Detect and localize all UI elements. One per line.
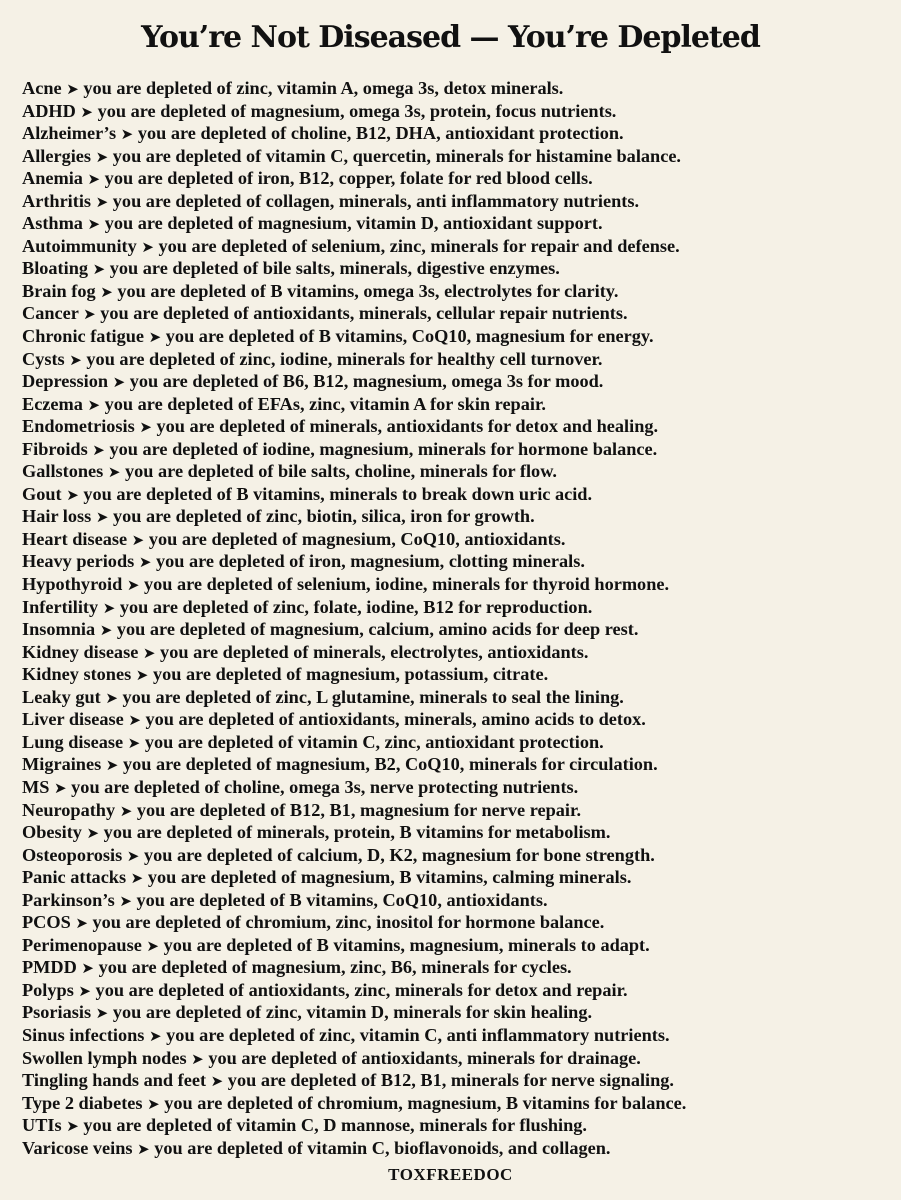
arrow-icon: ➤ <box>99 621 113 640</box>
arrow-icon: ➤ <box>146 936 159 955</box>
condition-name: Anemia <box>22 168 83 189</box>
depleted-nutrients: B12, B1, magnesium for nerve repair. <box>289 799 582 820</box>
depleted-prefix: you are depleted of <box>104 168 254 189</box>
list-item <box>22 325 892 348</box>
list-item <box>22 1024 892 1047</box>
depleted-prefix: you are depleted of <box>122 686 271 707</box>
condition-name: Autoimmunity <box>22 235 137 256</box>
list-item <box>22 483 892 506</box>
arrow-icon: ➤ <box>69 350 82 369</box>
poster-title: You’re Not Diseased — You’re Depleted <box>141 20 760 55</box>
condition-name: Perimenopause <box>22 934 142 955</box>
list-item <box>22 573 892 596</box>
depleted-nutrients: zinc, L glutamine, minerals to seal the lining. <box>275 686 624 707</box>
condition-name: Liver disease <box>22 709 124 730</box>
depleted-nutrients: zinc, vitamin D, minerals for skin healing. <box>265 1002 593 1023</box>
arrow-icon: ➤ <box>66 485 79 504</box>
list-item <box>22 460 892 483</box>
condition-name: Acne <box>22 78 62 98</box>
arrow-icon: ➤ <box>87 395 101 414</box>
condition-name: Osteoporosis <box>22 844 123 865</box>
arrow-icon: ➤ <box>128 711 141 730</box>
condition-name: Gout <box>22 483 62 504</box>
list-item <box>22 708 892 731</box>
depleted-prefix: you are depleted of <box>136 889 285 910</box>
depleted-nutrients: iodine, magnesium, minerals for hormone balance. <box>262 438 658 459</box>
depleted-prefix: you are depleted of <box>122 754 272 775</box>
depleted-prefix: you are depleted of <box>98 957 247 978</box>
depleted-prefix: you are depleted of <box>71 776 220 797</box>
footer-credit: TOXFREEDOC <box>388 1165 513 1184</box>
depleted-prefix: you are depleted of <box>116 619 266 640</box>
list-item <box>22 348 892 371</box>
condition-name: Gallstones <box>22 461 104 482</box>
list-item <box>22 1001 892 1024</box>
depleted-prefix: you are depleted of <box>117 280 266 301</box>
depleted-nutrients: magnesium, omega 3s, protein, focus nutrients. <box>250 100 617 121</box>
arrow-icon: ➤ <box>119 891 132 910</box>
depleted-prefix: you are depleted of <box>109 258 259 279</box>
list-item <box>22 438 892 461</box>
depleted-prefix: you are depleted of <box>147 867 297 888</box>
arrow-icon: ➤ <box>148 328 162 347</box>
arrow-icon: ➤ <box>54 778 67 797</box>
depleted-prefix: you are depleted of <box>166 1024 315 1045</box>
condition-name: Parkinson’s <box>22 889 115 910</box>
depleted-prefix: you are depleted of <box>100 303 249 324</box>
arrow-icon: ➤ <box>130 869 144 888</box>
depleted-prefix: you are depleted of <box>83 78 232 98</box>
arrow-icon: ➤ <box>142 643 156 662</box>
depleted-nutrients: zinc, biotin, silica, iron for growth. <box>266 506 535 527</box>
arrow-icon: ➤ <box>66 1117 79 1136</box>
list-item <box>22 866 892 889</box>
arrow-icon: ➤ <box>126 846 140 865</box>
list-item <box>22 415 892 438</box>
depleted-nutrients: zinc, folate, iodine, B12 for reproduction. <box>272 596 593 617</box>
arrow-icon: ➤ <box>80 102 93 121</box>
depleted-prefix: you are depleted of <box>112 145 262 166</box>
condition-name: Insomnia <box>22 619 96 640</box>
depleted-nutrients: iron, B12, copper, folate for red blood cells. <box>257 168 593 189</box>
list-item <box>22 370 892 393</box>
arrow-icon: ➤ <box>141 237 154 256</box>
list-item <box>22 934 892 957</box>
depleted-prefix: you are depleted of <box>164 1092 313 1113</box>
arrow-icon: ➤ <box>137 1139 150 1158</box>
depleted-prefix: you are depleted of <box>86 348 235 369</box>
depleted-prefix: you are depleted of <box>92 912 241 933</box>
list-item <box>22 550 892 573</box>
list-item <box>22 911 892 934</box>
depleted-nutrients: iron, magnesium, clotting minerals. <box>308 551 585 572</box>
depleted-prefix: you are depleted of <box>152 664 302 685</box>
depleted-prefix: you are depleted of <box>143 844 293 865</box>
depleted-prefix: you are depleted of <box>155 551 305 572</box>
arrow-icon: ➤ <box>75 914 88 933</box>
depleted-nutrients: B vitamins, omega 3s, electrolytes for clarity. <box>270 280 619 301</box>
depleted-nutrients: minerals, protein, B vitamins for metabolism. <box>256 822 611 843</box>
arrow-icon: ➤ <box>105 688 118 707</box>
arrow-icon: ➤ <box>107 463 121 482</box>
depleted-nutrients: bile salts, choline, minerals for flow. <box>278 461 557 482</box>
condition-name: Endometriosis <box>22 416 135 437</box>
depleted-prefix: you are depleted of <box>227 1070 377 1091</box>
arrow-icon: ➤ <box>147 1094 160 1113</box>
list-item <box>22 956 892 979</box>
depleted-prefix: you are depleted of <box>112 506 262 527</box>
depleted-nutrients: choline, B12, DHA, antioxidant protection. <box>290 123 624 144</box>
condition-name: Alzheimer’s <box>22 123 117 144</box>
depleted-nutrients: vitamin C, zinc, antioxidant protection. <box>297 731 604 752</box>
depleted-nutrients: magnesium, B2, CoQ10, minerals for circulation. <box>275 754 658 775</box>
condition-name: Obesity <box>22 822 82 843</box>
arrow-icon: ➤ <box>138 553 152 572</box>
list-item <box>22 844 892 867</box>
depleted-nutrients: calcium, D, K2, magnesium for bone strength. <box>296 844 655 865</box>
depleted-prefix: you are depleted of <box>156 416 305 437</box>
condition-list <box>22 77 892 1159</box>
list-item <box>22 235 892 258</box>
list-item <box>22 280 892 303</box>
list-item <box>22 1069 892 1092</box>
arrow-icon: ➤ <box>81 959 94 978</box>
depleted-nutrients: vitamin C, quercetin, minerals for histamine balance. <box>265 145 681 166</box>
list-item <box>22 1047 892 1070</box>
list-item <box>22 145 892 168</box>
depleted-prefix: you are depleted of <box>112 190 262 211</box>
list-item <box>22 393 892 416</box>
list-item <box>22 821 892 844</box>
depleted-prefix: you are depleted of <box>125 461 274 482</box>
depleted-prefix: you are depleted of <box>148 528 298 549</box>
arrow-icon: ➤ <box>112 373 126 392</box>
condition-name: Swollen lymph nodes <box>22 1047 187 1068</box>
list-item <box>22 753 892 776</box>
arrow-icon: ➤ <box>135 666 149 685</box>
condition-name: Cancer <box>22 303 79 324</box>
depleted-nutrients: B vitamins, CoQ10, antioxidants. <box>289 889 548 910</box>
arrow-icon: ➤ <box>92 260 106 279</box>
condition-name: Varicose veins <box>22 1137 133 1158</box>
list-item <box>22 302 892 325</box>
condition-name: Heavy periods <box>22 551 135 572</box>
condition-name: Kidney disease <box>22 641 139 662</box>
arrow-icon: ➤ <box>66 80 79 98</box>
depleted-nutrients: zinc, vitamin C, anti inflammatory nutrients. <box>319 1024 670 1045</box>
arrow-icon: ➤ <box>210 1072 224 1091</box>
depleted-prefix: you are depleted of <box>103 822 253 843</box>
depleted-nutrients: bile salts, minerals, digestive enzymes. <box>262 258 560 279</box>
depleted-prefix: you are depleted of <box>144 731 294 752</box>
list-item <box>22 776 892 799</box>
condition-name: Type 2 diabetes <box>22 1092 143 1113</box>
depleted-nutrients: collagen, minerals, anti inflammatory nutrients. <box>265 190 640 211</box>
arrow-icon: ➤ <box>120 125 134 144</box>
depleted-prefix: you are depleted of <box>119 596 269 617</box>
depleted-prefix: you are depleted of <box>160 641 309 662</box>
depleted-nutrients: vitamin C, bioflavonoids, and collagen. <box>307 1137 611 1158</box>
condition-name: Psoriasis <box>22 1002 92 1023</box>
list-item <box>22 618 892 641</box>
condition-name: MS <box>22 776 50 797</box>
depleted-prefix: you are depleted of <box>97 100 246 121</box>
depleted-prefix: you are depleted of <box>158 235 307 256</box>
condition-name: Bloating <box>22 258 89 279</box>
list-item <box>22 663 892 686</box>
depleted-nutrients: magnesium, calcium, amino acids for deep rest. <box>269 619 639 640</box>
condition-name: Depression <box>22 371 108 392</box>
depleted-nutrients: magnesium, vitamin D, antioxidant support. <box>257 213 603 234</box>
list-item <box>22 257 892 280</box>
condition-name: Leaky gut <box>22 686 101 707</box>
list-item <box>22 1114 892 1137</box>
depleted-prefix: you are depleted of <box>143 574 293 595</box>
arrow-icon: ➤ <box>83 305 96 324</box>
depleted-nutrients: antioxidants, minerals, amino acids to detox. <box>298 709 646 730</box>
depleted-prefix: you are depleted of <box>109 438 258 459</box>
list-item <box>22 1137 892 1160</box>
list-item <box>22 212 892 235</box>
arrow-icon: ➤ <box>126 576 140 595</box>
condition-name: Migraines <box>22 754 102 775</box>
depleted-nutrients: chromium, magnesium, B vitamins for balance. <box>317 1092 687 1113</box>
arrow-icon: ➤ <box>191 1049 204 1068</box>
arrow-icon: ➤ <box>139 418 152 437</box>
arrow-icon: ➤ <box>105 756 119 775</box>
arrow-icon: ➤ <box>95 147 109 166</box>
depleted-prefix: you are depleted of <box>208 1047 357 1068</box>
condition-name: Chronic fatigue <box>22 326 145 347</box>
condition-name: UTIs <box>22 1115 62 1136</box>
arrow-icon: ➤ <box>127 733 141 752</box>
arrow-icon: ➤ <box>86 824 100 843</box>
list-item <box>22 979 892 1002</box>
depleted-prefix: you are depleted of <box>112 1002 262 1023</box>
depleted-prefix: you are depleted of <box>136 799 286 820</box>
depleted-prefix: you are depleted of <box>163 934 312 955</box>
condition-name: PMDD <box>22 957 77 978</box>
depleted-nutrients: zinc, vitamin A, omega 3s, detox minerals. <box>236 78 564 98</box>
condition-name: Panic attacks <box>22 867 127 888</box>
condition-name: Neuropathy <box>22 799 116 820</box>
depleted-nutrients: choline, omega 3s, nerve protecting nutrients. <box>224 776 579 797</box>
depleted-prefix: you are depleted of <box>129 371 279 392</box>
depleted-prefix: you are depleted of <box>104 393 254 414</box>
arrow-icon: ➤ <box>87 170 101 189</box>
condition-name: Fibroids <box>22 438 88 459</box>
condition-name: Asthma <box>22 213 83 234</box>
list-item <box>22 799 892 822</box>
depleted-prefix: you are depleted of <box>83 1115 232 1136</box>
depleted-nutrients: vitamin C, D mannose, minerals for flushing. <box>236 1115 587 1136</box>
arrow-icon: ➤ <box>95 192 109 211</box>
depleted-nutrients: B12, B1, minerals for nerve signaling. <box>380 1070 674 1091</box>
list-item <box>22 190 892 213</box>
list-item <box>22 1092 892 1115</box>
condition-name: Tingling hands and feet <box>22 1070 207 1091</box>
depleted-prefix: you are depleted of <box>137 123 287 144</box>
condition-name: Arthritis <box>22 190 92 211</box>
condition-name: Allergies <box>22 145 92 166</box>
condition-name: Hair loss <box>22 506 92 527</box>
depleted-prefix: you are depleted of <box>165 326 315 347</box>
depleted-nutrients: B vitamins, minerals to break down uric acid. <box>236 483 593 504</box>
depleted-prefix: you are depleted of <box>95 979 244 1000</box>
list-item <box>22 686 892 709</box>
depleted-nutrients: B vitamins, CoQ10, magnesium for energy. <box>318 326 654 347</box>
condition-name: Polyps <box>22 979 74 1000</box>
condition-name: ADHD <box>22 100 76 121</box>
depleted-prefix: you are depleted of <box>83 483 232 504</box>
depleted-nutrients: minerals, antioxidants for detox and healing. <box>309 416 659 437</box>
arrow-icon: ➤ <box>78 981 91 1000</box>
condition-name: Cysts <box>22 348 65 369</box>
depleted-nutrients: EFAs, zinc, vitamin A for skin repair. <box>257 393 546 414</box>
depleted-prefix: you are depleted of <box>145 709 294 730</box>
depleted-nutrients: selenium, zinc, minerals for repair and defense. <box>311 235 680 256</box>
arrow-icon: ➤ <box>119 801 133 820</box>
condition-name: Eczema <box>22 393 83 414</box>
condition-name: Infertility <box>22 596 99 617</box>
list-item <box>22 596 892 619</box>
list-item <box>22 100 892 123</box>
condition-name: Kidney stones <box>22 664 132 685</box>
list-item <box>22 505 892 528</box>
depleted-prefix: you are depleted of <box>154 1137 303 1158</box>
list-item <box>22 167 892 190</box>
list-item <box>22 889 892 912</box>
arrow-icon: ➤ <box>92 440 105 459</box>
arrow-icon: ➤ <box>95 508 109 527</box>
arrow-icon: ➤ <box>95 1004 109 1023</box>
arrow-icon: ➤ <box>100 282 113 301</box>
arrow-icon: ➤ <box>87 215 101 234</box>
arrow-icon: ➤ <box>102 598 116 617</box>
depleted-nutrients: magnesium, zinc, B6, minerals for cycles. <box>251 957 572 978</box>
condition-name: Sinus infections <box>22 1024 145 1045</box>
depleted-nutrients: selenium, iodine, minerals for thyroid hormone. <box>296 574 670 595</box>
depleted-nutrients: antioxidants, minerals, cellular repair nutrients. <box>253 303 628 324</box>
depleted-nutrients: magnesium, CoQ10, antioxidants. <box>301 528 566 549</box>
condition-name: Hypothyroid <box>22 574 123 595</box>
depleted-nutrients: chromium, zinc, inositol for hormone balance. <box>245 912 605 933</box>
depleted-nutrients: antioxidants, zinc, minerals for detox and repair. <box>248 979 628 1000</box>
depleted-nutrients: magnesium, B vitamins, calming minerals. <box>300 867 632 888</box>
depleted-nutrients: minerals, electrolytes, antioxidants. <box>313 641 589 662</box>
depleted-prefix: you are depleted of <box>104 213 254 234</box>
list-item <box>22 122 892 145</box>
list-item <box>22 77 892 100</box>
list-item <box>22 528 892 551</box>
list-item <box>22 641 892 664</box>
condition-name: Lung disease <box>22 731 124 752</box>
depleted-nutrients: antioxidants, minerals for drainage. <box>361 1047 641 1068</box>
arrow-icon: ➤ <box>149 1026 162 1045</box>
depleted-nutrients: B vitamins, magnesium, minerals to adapt. <box>316 934 650 955</box>
depleted-nutrients: magnesium, potassium, citrate. <box>305 664 549 685</box>
arrow-icon: ➤ <box>131 530 145 549</box>
list-item <box>22 731 892 754</box>
condition-name: Brain fog <box>22 280 96 301</box>
condition-name: Heart disease <box>22 528 128 549</box>
condition-name: PCOS <box>22 912 71 933</box>
depleted-nutrients: zinc, iodine, minerals for healthy cell turnover. <box>239 348 603 369</box>
depleted-nutrients: B6, B12, magnesium, omega 3s for mood. <box>282 371 604 392</box>
